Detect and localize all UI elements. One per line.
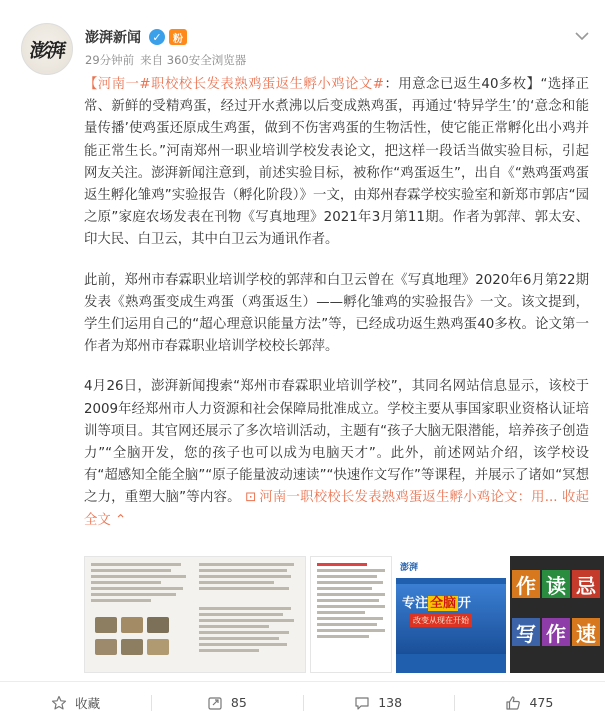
author-row [85,27,187,47]
course-poster-image[interactable] [510,556,604,673]
thumbs-up-icon [505,695,521,711]
author-name[interactable]: 澎湃新闻 [85,30,141,46]
poster-tile: 作 [542,618,570,646]
site-logo: 澎湃 [400,563,419,573]
chevron-up-icon: ⌃ [115,512,127,528]
web-link[interactable]: 河南一职校校长发表熟鸡蛋返生孵小鸡论文：用... [259,490,558,506]
poster-tile: 速 [572,618,600,646]
site-header [396,556,506,578]
comment-button[interactable] [303,682,454,723]
site-headline-pre: 专注 [402,596,429,611]
like-count: 475 [529,695,554,710]
chevron-down-icon[interactable] [571,25,593,47]
web-link-icon: ⊡ [245,490,257,506]
post-source: 来自 360安全浏览器 [140,53,247,67]
poster-tile: 写 [512,618,540,646]
forward-count: 85 [230,695,247,710]
like-button[interactable] [454,682,605,723]
site-headline-mid: 全脑 [430,596,457,611]
action-bar [0,682,605,723]
paper-scan-image[interactable] [84,556,306,673]
post-time[interactable]: 29分钟前 [85,53,135,67]
site-headline [402,592,471,611]
forward-button[interactable] [151,682,302,723]
favorite-button[interactable] [0,682,151,723]
paragraph: 此前，郑州市春霖职业培训学校的郭萍和白卫云曾在《写真地理》2020年6月第22期发表《熟鸡蛋变成生鸡蛋（鸡蛋返生）——孵化雏鸡的实验报告》一文。该文提到，学生们运用自己的“超心理意识能量方法”等，已经成功返生熟鸡蛋40多枚。论文第一作者为郑州市春霖职业培训学校校长郭萍。 [84,272,589,355]
image-gallery [84,556,604,673]
forward-icon [207,695,223,711]
star-icon [51,695,67,711]
poster-tile: 读 [542,570,570,598]
document-image[interactable] [310,556,392,673]
site-headline-post: 开 [458,596,472,611]
site-subtitle: 改变从现在开始 [410,614,472,627]
post-text [84,74,589,532]
post-header [0,0,605,80]
comment-count: 138 [378,695,403,710]
avatar-logo-text: 澎湃 [28,39,66,62]
paragraph-text: 4月26日，澎湃新闻搜索“郑州市春霖职业培训学校”，其同名网站信息显示，该校于2009年经郑州市人力资源和社会保障局批准成立。学校主要从事国家职业资格认证培训等项目。其官网还展示了多次培训活动，主题有“孩子大脑无限潜能，培养孩子创造力”“全脑开发，您的孩子也可以成为电脑天才”。此外，前述网站介绍，该学校设有“超感知全能全脑”“原子能量波动速读”“快速作文写作”等课程，并展示了诸如“冥想之力，重塑大脑”等内容。 [84,379,589,506]
post-meta [85,52,246,68]
comment-icon [354,695,370,711]
website-screenshot-image[interactable] [396,556,506,673]
collapse-label: 收起全文 [84,490,589,528]
verified-icon: ✓ [149,29,165,45]
poster-tile: 作 [512,570,540,598]
favorite-label: 收藏 [75,695,101,711]
paragraph-text: ：用意念已返生40多枚】“选择正常、新鲜的受精鸡蛋，经过开水煮沸以后变成熟鸡蛋，再通过‘特异学生’的‘意念和能量传播’使鸡蛋还原成生鸡蛋，做到不伤害鸡蛋的生物活性，使它能正常孵化出小鸡并能正常生长。”河南郑州一职业培训学校发表论文，把这样一段话当做实验目标，引起网友关注。澎湃新闻注意到，前述实验目标，被称作“鸡蛋返生”，出自《“熟鸡蛋鸡蛋返生孵化雏鸡”实验报告（孵化阶段）》一文，由郑州春霖学校实验室和新郑市郭店“园之原”家庭农场发表在刊物《写真地理》2021年3月第11期。作者为郭萍、郭太安、印大民、白卫云，其中白卫云为通讯作者。 [84,77,589,248]
site-banner [396,584,506,654]
paragraph [84,376,589,531]
poster-tile: 忌 [572,570,600,598]
avatar[interactable] [21,23,73,75]
paragraph [84,74,589,252]
hashtag-link[interactable]: 【河南一#职校校长发表熟鸡蛋返生孵小鸡论文# [84,77,384,92]
fans-badge-icon[interactable]: 粉 [169,29,187,45]
